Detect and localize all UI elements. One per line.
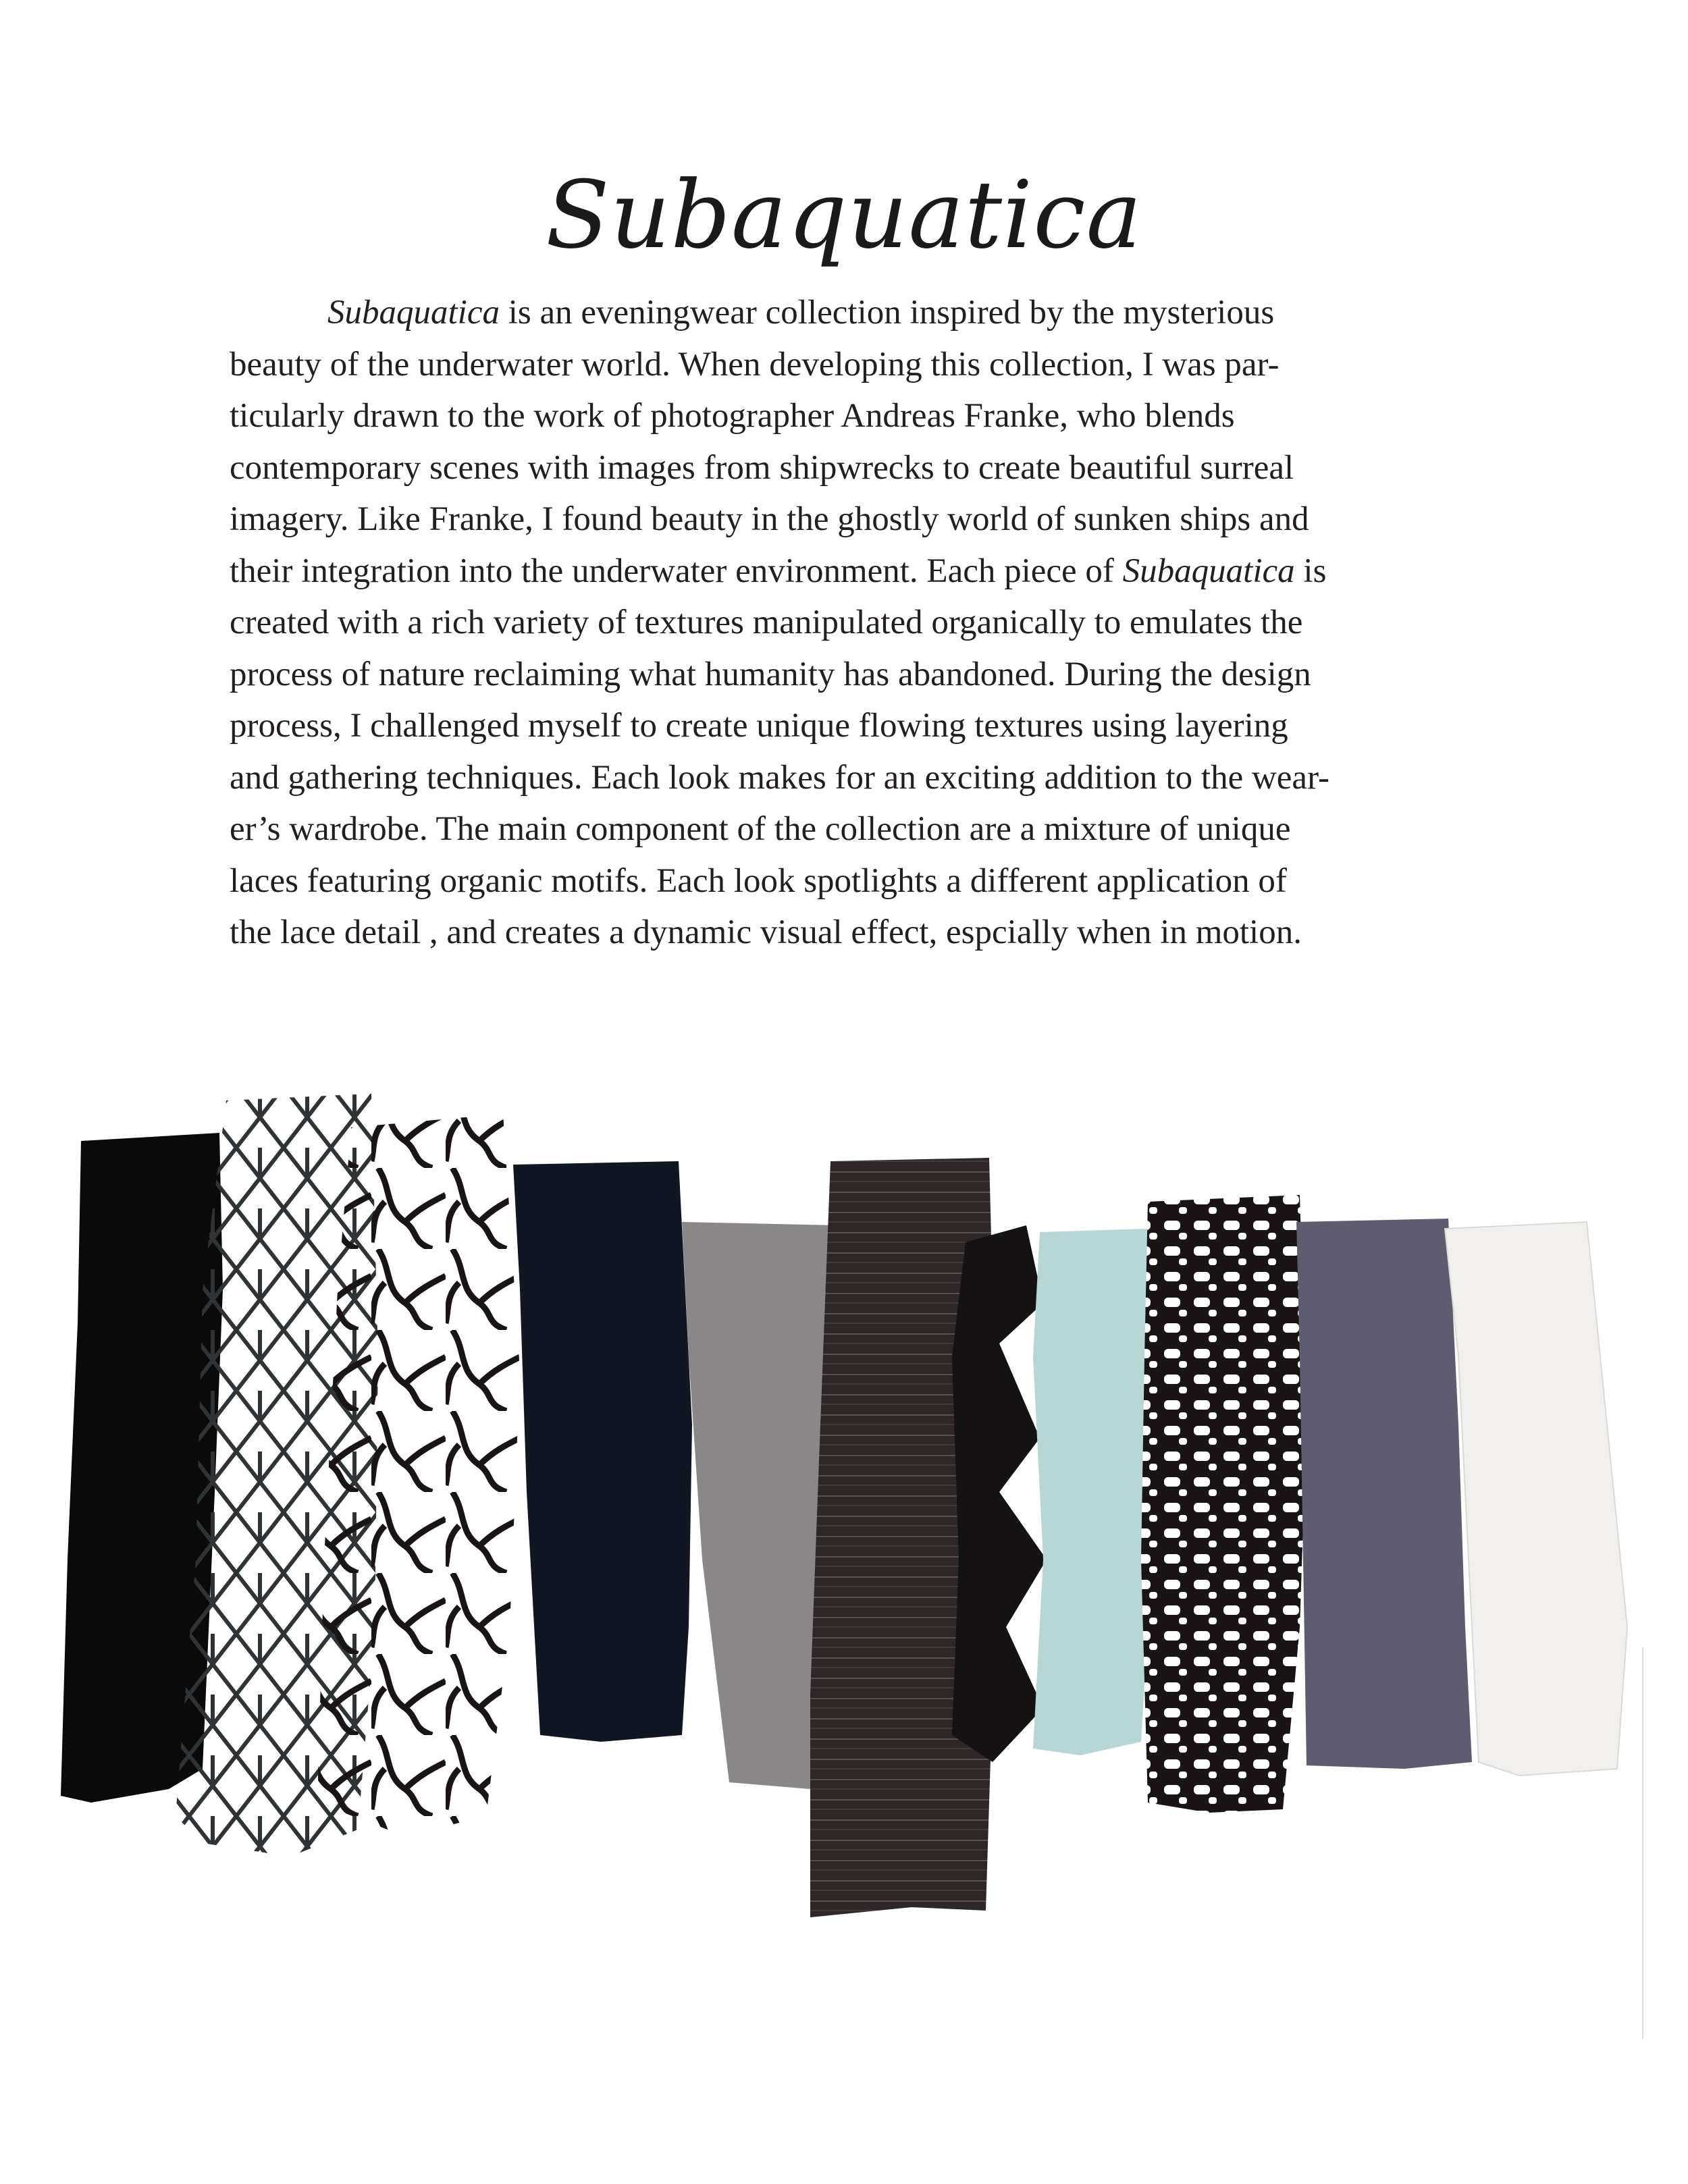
paragraph-line [230,390,1465,442]
text-run: is an eveningwear collection inspired by the mysterious [499,294,1275,331]
black-branch-lace-swatch [317,1114,520,1836]
paragraph-line [230,649,1465,701]
text-run: and gathering techniques. Each look makes for an exciting addition to the wear- [230,758,1330,797]
text-run: the lace detail , and creates a dynamic visual effect, espcially when in motion. [230,913,1302,951]
paragraph-line [230,855,1465,907]
text-run: laces featuring organic motifs. Each look spotlights a different application of [230,861,1287,900]
slate-purple-silk-swatch [1296,1219,1472,1769]
text-run: ticularly drawn to the work of photographer Andreas Franke, who blends [230,397,1235,435]
text-run: is [1294,552,1327,590]
white-silk-swatch [1445,1222,1627,1776]
page-edge-line [1642,1647,1643,2039]
navy-mesh-swatch [513,1161,692,1742]
paragraph-line [230,339,1465,391]
black-knit-mesh-swatch [1141,1195,1307,1813]
paragraph-line [230,700,1465,752]
text-run: process, I challenged myself to create unique flowing textures using layering [230,707,1288,745]
italic-text: Subaquatica [1122,552,1295,590]
paragraph-line [230,803,1465,855]
text-run: er’s wardrobe. The main component of the collection are a mixture of unique [230,810,1291,848]
text-run: created with a rich variety of textures manipulated organically to emulates the [230,604,1303,641]
fabric-swatch-collage [0,1087,1688,1965]
text-run: beauty of the underwater world. When developing this collection, I was par- [230,345,1280,383]
italic-text: Subaquatica [327,294,500,331]
paragraph-line [230,545,1465,597]
paragraph-line [230,752,1465,804]
text-run: their integration into the underwater environment. Each piece of [230,552,1123,590]
paragraph-line [230,442,1465,494]
text-run: process of nature reclaiming what humanity has abandoned. During the design [230,655,1311,693]
text-run: imagery. Like Franke, I found beauty in the ghostly world of sunken ships and [230,500,1309,538]
body-paragraph [230,287,1465,959]
text-run: contemporary scenes with images from shipwrecks to create beautiful surreal [230,448,1294,487]
paragraph-line [230,287,1465,339]
paragraph-line [230,907,1465,959]
paragraph-line [230,494,1465,545]
black-ruffle-lace-swatch [952,1225,1047,1762]
paragraph-line [230,597,1465,649]
pale-aqua-silk-swatch [1033,1229,1155,1755]
page-title: Subaquatica [546,161,1142,269]
